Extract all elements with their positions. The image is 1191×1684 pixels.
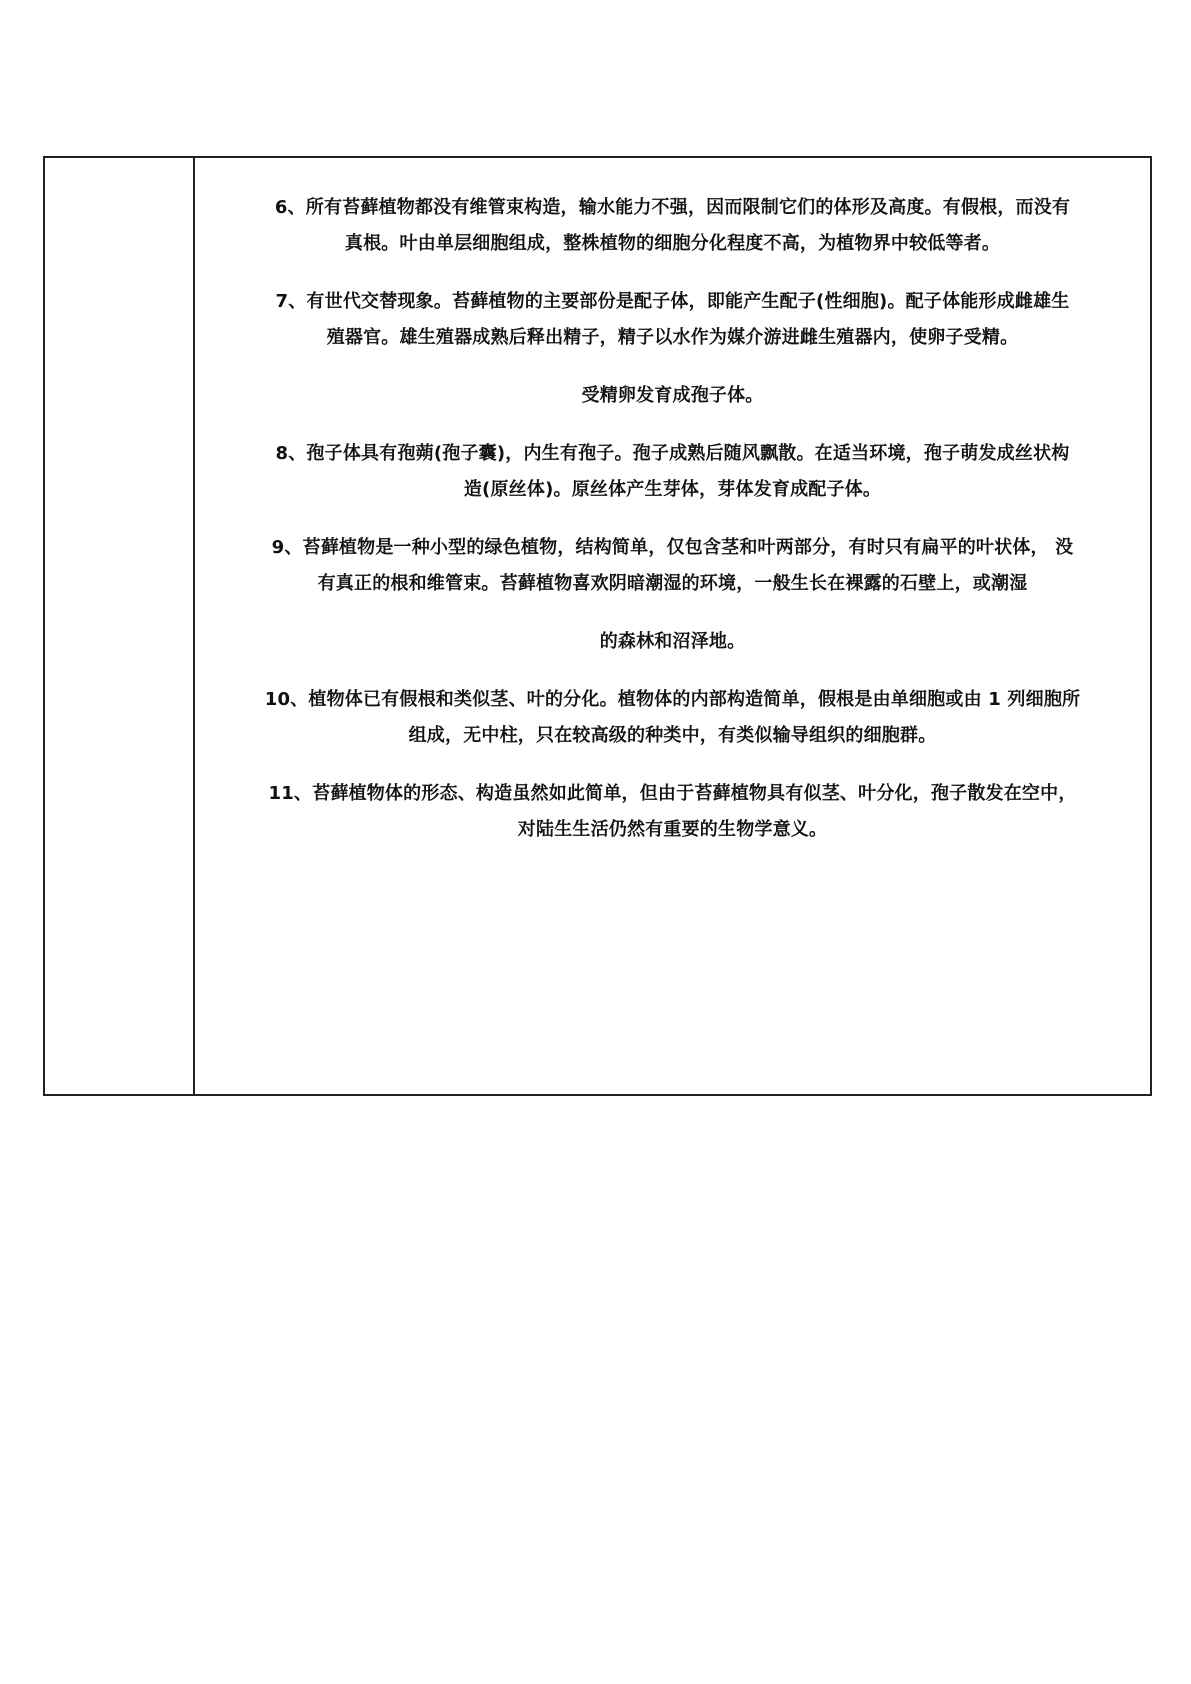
paragraph-line: 9、苔藓植物是一种小型的绿色植物，结构简单，仅包含茎和叶两部分，有时只有扁平的叶状体， 没 bbox=[271, 537, 1074, 558]
table-content-cell bbox=[195, 158, 1150, 1094]
content-table bbox=[43, 156, 1152, 1096]
paragraph-6 bbox=[209, 190, 1136, 262]
paragraph-line: 受精卵发育成孢子体。 bbox=[581, 385, 764, 406]
paragraph-line: 真根。叶由单层细胞组成，整株植物的细胞分化程度不高，为植物界中较低等者。 bbox=[344, 233, 1001, 254]
paragraph-line: 组成，无中柱，只在较高级的种类中，有类似输导组织的细胞群。 bbox=[408, 725, 937, 746]
paragraph-7-continued bbox=[209, 378, 1136, 414]
table-left-cell bbox=[45, 158, 195, 1094]
paragraph-line: 造(原丝体)。原丝体产生芽体，芽体发育成配子体。 bbox=[463, 479, 882, 500]
paragraph-10 bbox=[209, 682, 1136, 754]
paragraph-line: 10、植物体已有假根和类似茎、叶的分化。植物体的内部构造简单，假根是由单细胞或由 1 列细胞所 bbox=[264, 689, 1081, 710]
paragraph-9-continued bbox=[209, 624, 1136, 660]
paragraph-8 bbox=[209, 436, 1136, 508]
paragraph-line: 对陆生生活仍然有重要的生物学意义。 bbox=[517, 819, 828, 840]
paragraph-line: 有真正的根和维管束。苔藓植物喜欢阴暗潮湿的环境，一般生长在裸露的石壁上，或潮湿 bbox=[317, 573, 1028, 594]
paragraph-9 bbox=[209, 530, 1136, 602]
paragraph-line: 11、苔藓植物体的形态、构造虽然如此简单，但由于苔藓植物具有似茎、叶分化，孢子散发在空中， bbox=[268, 783, 1077, 804]
paragraph-7 bbox=[209, 284, 1136, 356]
paragraph-11 bbox=[209, 776, 1136, 848]
paragraph-line: 7、有世代交替现象。苔藓植物的主要部份是配子体，即能产生配子(性细胞)。配子体能形成雌雄生 bbox=[275, 291, 1070, 312]
paragraph-line: 6、所有苔藓植物都没有维管束构造，输水能力不强，因而限制它们的体形及高度。有假根，而没有 bbox=[274, 197, 1071, 218]
paragraph-line: 8、孢子体具有孢蒴(孢子囊)，内生有孢子。孢子成熟后随风飘散。在适当环境，孢子萌发成丝状构 bbox=[275, 443, 1070, 464]
paragraph-line: 的森林和沼泽地。 bbox=[599, 631, 746, 652]
paragraph-line: 殖器官。雄生殖器成熟后释出精子，精子以水作为媒介游进雌生殖器内，使卵子受精。 bbox=[326, 327, 1019, 348]
